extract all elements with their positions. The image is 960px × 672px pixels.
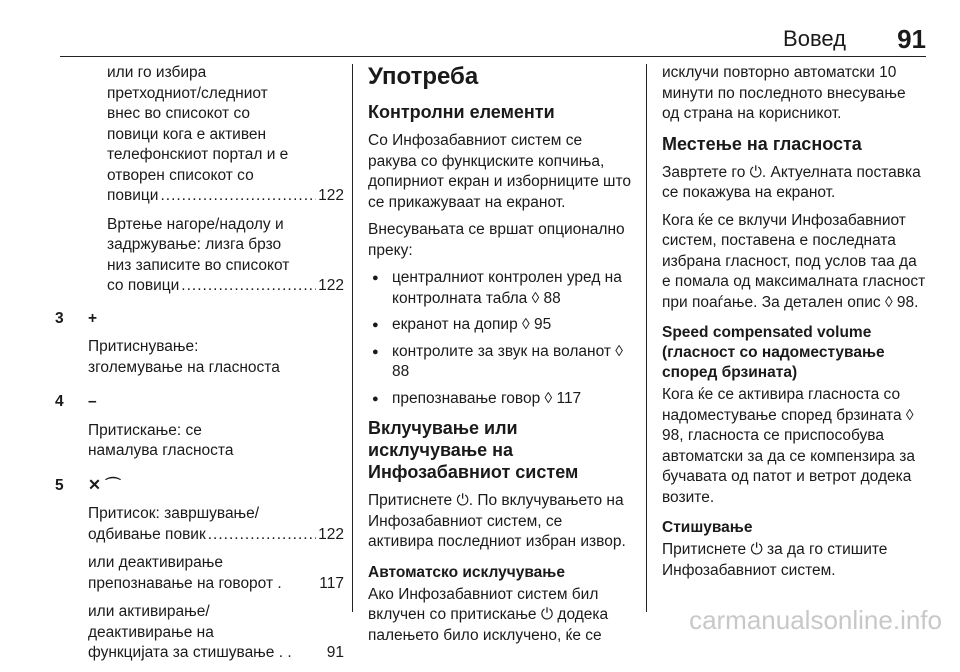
para-volume-2: Кога ќе се вклучи Инфозабавниот систем, поставена е последната избрана гласност, под услов таа да е помала од максималната гласност при поаѓање. За детален опис ◊ 98. <box>662 211 926 311</box>
subheading-controls: Контролни елементи <box>368 102 555 122</box>
para-inputs: Внесувањата се вршат опционално преку: <box>368 221 625 259</box>
watermark: carmanualsonline.info <box>689 605 942 635</box>
text-line: Притиснување: <box>88 338 199 355</box>
text-line: телефонскиот портал и е <box>107 146 289 163</box>
list-item: ● екранот на допир ◊ 95 <box>368 315 632 336</box>
para-volume-1: Завртете го ⏻. Актуелната поставка се покажува на екранот. <box>662 163 921 201</box>
list-item: ● контролите за звук на воланот ◊ 88 <box>368 342 632 383</box>
column-3 <box>662 63 926 588</box>
item-number: 3 <box>55 309 64 327</box>
para-controls: Со Инфозабавниот систем се ракува со функциските копчиња, допирниот екран и изборниците што се прикажуваат на екранот. <box>368 132 632 211</box>
page-ref: 122 <box>318 187 344 204</box>
text-line: или активирање/ <box>88 603 210 620</box>
text-line: повици кога е активен <box>107 125 267 143</box>
subheading-auto-off: Автоматско исклучување <box>368 563 565 581</box>
section-heading: Употреба <box>368 63 479 90</box>
toc-line: повици ..... 122 <box>107 186 344 207</box>
plus-symbol: + <box>88 309 98 327</box>
item-number: 4 <box>55 393 64 410</box>
page-number: 91 <box>897 24 926 54</box>
item-5 <box>55 476 344 664</box>
para-mute: Притиснете ⏻ за да го стишите Инфозабавниот систем. <box>662 541 888 579</box>
page-ref: 122 <box>318 525 344 543</box>
text-line: намалува гласноста <box>88 442 234 459</box>
subheading-mute: Стишување <box>662 519 753 536</box>
page-header <box>60 26 926 54</box>
item-3 <box>55 309 344 379</box>
text-line: Притисок: завршување/ <box>88 505 260 522</box>
column-divider-2 <box>646 64 647 612</box>
text-line: или го избира <box>107 64 207 81</box>
page-ref: 122 <box>318 277 344 294</box>
text-line: задржување: лизга брзо <box>107 236 282 253</box>
para-select-call <box>74 63 344 207</box>
toc-line: со повици ..... 122 <box>107 276 344 297</box>
header-rule <box>60 56 926 57</box>
minus-symbol: – <box>88 393 97 410</box>
text-line: Притискање: се <box>88 421 202 439</box>
text-line: низ записите во списокот <box>107 256 290 274</box>
subheading-speed-volume: Speed compensated volume (гласност со надоместување според брзината) <box>662 324 885 381</box>
subheading-onoff: Вклучување или исклучување на Инфозабавниот систем <box>368 418 579 482</box>
para-speed-volume: Кога ќе се активира гласноста со надоместување според брзината ◊ 98, гласноста се приспособува автоматски за да се компензира за бучавата од патот и ветрот додека возите. <box>662 386 915 506</box>
text-line: или деактивирање <box>88 554 224 571</box>
para-scroll <box>74 215 344 297</box>
section-title: Вовед <box>783 26 846 51</box>
item-number: 5 <box>55 476 64 494</box>
column-divider-1 <box>352 64 353 612</box>
item-4 <box>55 392 344 462</box>
text-line: претходниот/следниот <box>107 84 268 102</box>
input-list <box>368 268 632 409</box>
para-auto-off-cont: исклучи повторно автоматски 10 минути по последното внесување од страна на корисникот. <box>662 64 906 122</box>
list-item: ● препознавање говор ◊ 117 <box>368 389 632 410</box>
toc-line: препознавање на говорот . 117 <box>88 574 344 595</box>
mute-phone-icon: ✕ ⌒ <box>88 476 121 494</box>
page-ref: 117 <box>319 574 344 592</box>
para-auto-off: Ако Инфозабавниот систем бил вклучен со притискање ⏻ додека палењето било исклучено, ќе се <box>368 585 609 644</box>
column-1 <box>55 63 344 672</box>
text-line: Вртење нагоре/надолу и <box>107 215 284 233</box>
para-onoff: Притиснете ⏻. По вклучувањето на Инфозабавниот систем, се активира последниот избран извор. <box>368 492 626 550</box>
page-ref: 91 <box>326 644 344 661</box>
toc-line: функцијата за стишување . . 91 <box>88 643 344 664</box>
subheading-volume: Местење на гласноста <box>662 133 862 154</box>
text-line: деактивирање на <box>88 623 214 641</box>
text-line: внес во списокот со <box>107 105 250 122</box>
list-item: ● централниот контролен уред на контролната табла ◊ 88 <box>368 268 632 309</box>
text-line: зголемување на гласноста <box>88 358 280 376</box>
column-2 <box>368 63 632 653</box>
toc-line: одбивање повик ..... 122 <box>88 525 344 546</box>
text-line: отворен списокот со <box>107 166 254 184</box>
